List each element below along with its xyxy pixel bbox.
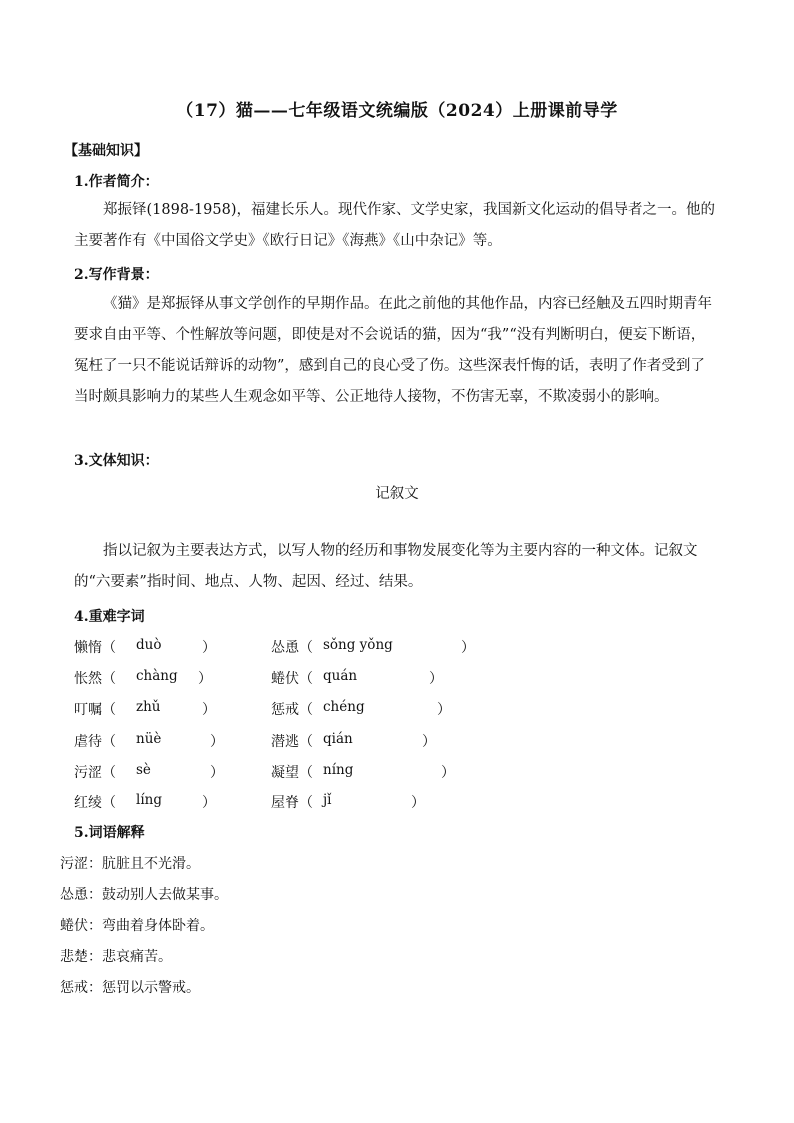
vocab-item <box>271 792 425 812</box>
vocab-pinyin: jǐ <box>323 792 332 808</box>
vocab-item <box>74 731 224 751</box>
vocab-pinyin: zhǔ <box>136 699 161 715</box>
genre-text: 指以记叙为主要表达方式，以写人物的经历和事物发展变化等为主要内容的一种文体。记叙文的“六要素”指时间、地点、人物、起因、经过、结果。 <box>74 543 698 590</box>
vocab-pinyin: chàng <box>136 668 178 684</box>
definitions-heading: 5.词语解释 <box>74 825 145 841</box>
open-paren: （ <box>299 640 313 656</box>
vocab-word: 屋脊 <box>271 795 299 811</box>
open-paren: （ <box>102 671 116 687</box>
vocab-word: 懒惰 <box>74 640 102 656</box>
definition-item: 蜷伏：弯曲着身体卧着。 <box>60 918 214 934</box>
close-paren: ） <box>210 765 224 781</box>
vocab-item <box>271 668 443 688</box>
vocab-pinyin: qián <box>323 731 353 747</box>
vocab-pinyin: sè <box>136 762 151 778</box>
close-paren: ） <box>202 795 216 811</box>
vocab-item <box>271 699 451 719</box>
genre-heading: 3.文体知识： <box>74 453 159 469</box>
close-paren: ） <box>429 671 443 687</box>
vocab-item <box>74 699 216 719</box>
close-paren: ） <box>437 702 451 718</box>
vocab-item <box>271 637 475 657</box>
open-paren: （ <box>299 671 313 687</box>
background-text: 《猫》是郑振铎从事文学创作的早期作品。在此之前他的其他作品，内容已经触及五四时期青年要求自由平等、个性解放等问题，即使是对不会说话的猫，因为“我”“没有判断明白，便妄下断语，冤枉了一只不能说话辩诉的动物”，感到自己的良心受了伤。这些深表忏悔的话，表明了作者受到了当时颇具影响力的某些人生观念如平等、公正地待人接物，不伤害无辜，不欺凌弱小的影响。 <box>74 296 712 405</box>
vocab-pinyin: líng <box>136 792 162 808</box>
definition-item: 怂恿：鼓动别人去做某事。 <box>60 887 228 903</box>
open-paren: （ <box>299 765 313 781</box>
vocab-word: 叮嘱 <box>74 702 102 718</box>
close-paren: ） <box>198 671 212 687</box>
close-paren: ） <box>202 702 216 718</box>
genre-subtitle: 记叙文 <box>375 486 419 502</box>
vocab-word: 怂恿 <box>271 640 299 656</box>
vocab-word: 凝望 <box>271 765 299 781</box>
vocab-word: 污涩 <box>74 765 102 781</box>
definition-item: 悲楚：悲哀痛苦。 <box>60 949 172 965</box>
close-paren: ） <box>411 795 425 811</box>
close-paren: ） <box>202 640 216 656</box>
vocab-item <box>271 731 436 751</box>
definition-item: 惩戒：惩罚以示警戒。 <box>60 980 200 996</box>
open-paren: （ <box>102 734 116 750</box>
author-text: 郑振铎(1898-1958)，福建长乐人。现代作家、文学史家，我国新文化运动的倡导者之一。他的主要著作有《中国俗文学史》《欧行日记》《海燕》《山中杂记》等。 <box>74 202 716 249</box>
close-paren: ） <box>422 734 436 750</box>
vocab-word: 红绫 <box>74 795 102 811</box>
vocab-item <box>74 637 216 657</box>
vocab-item <box>74 792 216 812</box>
open-paren: （ <box>299 795 313 811</box>
vocab-item <box>74 668 212 688</box>
open-paren: （ <box>299 702 313 718</box>
open-paren: （ <box>102 765 116 781</box>
vocab-pinyin: chéng <box>323 699 365 715</box>
vocab-item <box>74 762 224 782</box>
vocab-word: 虐待 <box>74 734 102 750</box>
vocab-pinyin: duò <box>136 637 162 653</box>
vocab-item <box>271 762 455 782</box>
close-paren: ） <box>210 734 224 750</box>
section-header: 【基础知识】 <box>64 143 148 159</box>
open-paren: （ <box>102 702 116 718</box>
page-title: （17）猫——七年级语文统编版（2024）上册课前导学 <box>176 101 618 121</box>
vocab-pinyin: nüè <box>136 731 162 747</box>
vocab-heading: 4.重难字词 <box>74 609 145 625</box>
open-paren: （ <box>102 640 116 656</box>
close-paren: ） <box>441 765 455 781</box>
open-paren: （ <box>299 734 313 750</box>
author-heading: 1.作者简介： <box>74 174 159 190</box>
vocab-pinyin: sǒng yǒng <box>323 637 393 653</box>
vocab-pinyin: quán <box>323 668 358 684</box>
vocab-word: 惩戒 <box>271 702 299 718</box>
vocab-word: 蜷伏 <box>271 671 299 687</box>
close-paren: ） <box>461 640 475 656</box>
vocab-word: 怅然 <box>74 671 102 687</box>
background-heading: 2.写作背景： <box>74 267 159 283</box>
definition-item: 污涩：肮脏且不光滑。 <box>60 856 200 872</box>
open-paren: （ <box>102 795 116 811</box>
vocab-pinyin: níng <box>323 762 354 778</box>
vocab-word: 潜逃 <box>271 734 299 750</box>
